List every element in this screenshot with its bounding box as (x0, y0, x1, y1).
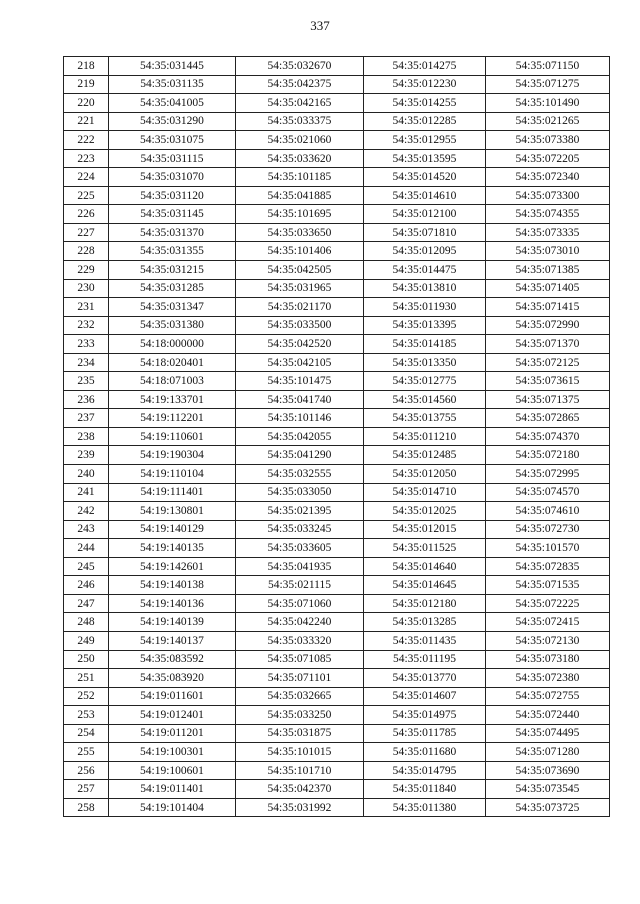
cadastral-code-cell: 54:35:072835 (486, 557, 610, 576)
cadastral-code-cell: 54:19:011201 (109, 724, 236, 743)
cadastral-code-cell: 54:35:012050 (364, 465, 486, 484)
cadastral-code-cell: 54:35:101695 (236, 205, 364, 224)
cadastral-code-cell: 54:35:101570 (486, 539, 610, 558)
cadastral-code-cell: 54:19:140129 (109, 520, 236, 539)
cadastral-code-cell: 54:35:033620 (236, 149, 364, 168)
cadastral-code-cell: 54:35:072225 (486, 594, 610, 613)
cadastral-code-cell: 54:35:012095 (364, 242, 486, 261)
cadastral-code-cell: 54:19:140136 (109, 594, 236, 613)
cadastral-code-cell: 54:35:101406 (236, 242, 364, 261)
table-row (64, 576, 610, 595)
cadastral-code-cell: 54:19:101404 (109, 798, 236, 817)
row-number-cell: 233 (64, 335, 109, 354)
cadastral-code-cell: 54:35:033250 (236, 706, 364, 725)
row-number-cell: 251 (64, 669, 109, 688)
cadastral-code-cell: 54:35:072730 (486, 520, 610, 539)
table-row (64, 168, 610, 187)
cadastral-code-cell: 54:19:142601 (109, 557, 236, 576)
row-number-cell: 224 (64, 168, 109, 187)
cadastral-code-cell: 54:35:014560 (364, 390, 486, 409)
cadastral-code-cell: 54:35:011435 (364, 631, 486, 650)
row-number-cell: 237 (64, 409, 109, 428)
row-number-cell: 246 (64, 576, 109, 595)
cadastral-code-cell: 54:35:041005 (109, 94, 236, 113)
cadastral-code-cell: 54:35:073010 (486, 242, 610, 261)
table-body (64, 57, 610, 817)
row-number-cell: 245 (64, 557, 109, 576)
cadastral-code-cell: 54:35:011930 (364, 298, 486, 317)
cadastral-code-cell: 54:35:014607 (364, 687, 486, 706)
cadastral-code-cell: 54:35:012775 (364, 372, 486, 391)
cadastral-code-cell: 54:35:014795 (364, 761, 486, 780)
table-row (64, 631, 610, 650)
table-row (64, 761, 610, 780)
row-number-cell: 253 (64, 706, 109, 725)
table-row (64, 502, 610, 521)
cadastral-code-cell: 54:35:012230 (364, 75, 486, 94)
table-row (64, 539, 610, 558)
cadastral-code-cell: 54:35:014185 (364, 335, 486, 354)
table-row (64, 465, 610, 484)
row-number-cell: 236 (64, 390, 109, 409)
cadastral-code-cell: 54:35:012015 (364, 520, 486, 539)
cadastral-code-cell: 54:18:020401 (109, 353, 236, 372)
cadastral-code-cell: 54:35:073690 (486, 761, 610, 780)
cadastral-code-cell: 54:35:032555 (236, 465, 364, 484)
row-number-cell: 240 (64, 465, 109, 484)
row-number-cell: 232 (64, 316, 109, 335)
table-row (64, 316, 610, 335)
cadastral-code-cell: 54:35:074495 (486, 724, 610, 743)
cadastral-code-cell: 54:35:073300 (486, 186, 610, 205)
table-row (64, 205, 610, 224)
cadastral-code-cell: 54:35:071280 (486, 743, 610, 762)
table-row (64, 483, 610, 502)
table-row (64, 279, 610, 298)
cadastral-code-cell: 54:35:083592 (109, 650, 236, 669)
cadastral-code-cell: 54:35:031875 (236, 724, 364, 743)
cadastral-code-cell: 54:35:071415 (486, 298, 610, 317)
cadastral-code-cell: 54:19:111401 (109, 483, 236, 502)
cadastral-code-cell: 54:35:101475 (236, 372, 364, 391)
cadastral-code-cell: 54:35:031965 (236, 279, 364, 298)
cadastral-code-cell: 54:35:072995 (486, 465, 610, 484)
cadastral-code-cell: 54:35:031120 (109, 186, 236, 205)
row-number-cell: 229 (64, 261, 109, 280)
cadastral-code-cell: 54:35:071275 (486, 75, 610, 94)
table-row (64, 131, 610, 150)
table-row (64, 390, 610, 409)
cadastral-code-cell: 54:19:133701 (109, 390, 236, 409)
cadastral-code-cell: 54:35:074570 (486, 483, 610, 502)
row-number-cell: 249 (64, 631, 109, 650)
table-row (64, 520, 610, 539)
table-row (64, 261, 610, 280)
cadastral-code-cell: 54:35:014975 (364, 706, 486, 725)
cadastral-code-cell: 54:35:041885 (236, 186, 364, 205)
row-number-cell: 225 (64, 186, 109, 205)
cadastral-code-cell: 54:35:021395 (236, 502, 364, 521)
row-number-cell: 254 (64, 724, 109, 743)
cadastral-code-cell: 54:35:072340 (486, 168, 610, 187)
cadastral-code-cell: 54:35:033245 (236, 520, 364, 539)
row-number-cell: 252 (64, 687, 109, 706)
cadastral-code-cell: 54:35:072125 (486, 353, 610, 372)
cadastral-code-cell: 54:35:021060 (236, 131, 364, 150)
cadastral-code-cell: 54:35:074370 (486, 427, 610, 446)
cadastral-code-cell: 54:35:042055 (236, 427, 364, 446)
cadastral-code-cell: 54:35:072180 (486, 446, 610, 465)
cadastral-code-cell: 54:35:021115 (236, 576, 364, 595)
cadastral-code-cell: 54:35:071405 (486, 279, 610, 298)
cadastral-code-cell: 54:35:011680 (364, 743, 486, 762)
cadastral-code-cell: 54:35:031445 (109, 57, 236, 76)
cadastral-code-cell: 54:19:140139 (109, 613, 236, 632)
row-number-cell: 235 (64, 372, 109, 391)
cadastral-code-cell: 54:19:011601 (109, 687, 236, 706)
cadastral-code-cell: 54:35:101146 (236, 409, 364, 428)
cadastral-code-cell: 54:19:110104 (109, 465, 236, 484)
row-number-cell: 220 (64, 94, 109, 113)
cadastral-code-cell: 54:35:014645 (364, 576, 486, 595)
row-number-cell: 255 (64, 743, 109, 762)
table-row (64, 242, 610, 261)
cadastral-code-cell: 54:35:011840 (364, 780, 486, 799)
cadastral-code-cell: 54:35:072865 (486, 409, 610, 428)
cadastral-code-cell: 54:35:011785 (364, 724, 486, 743)
table-row (64, 409, 610, 428)
table-row (64, 186, 610, 205)
cadastral-code-cell: 54:18:000000 (109, 335, 236, 354)
cadastral-code-cell: 54:35:073545 (486, 780, 610, 799)
cadastral-code-cell: 54:35:014255 (364, 94, 486, 113)
cadastral-code-cell: 54:35:014640 (364, 557, 486, 576)
cadastral-code-cell: 54:35:042520 (236, 335, 364, 354)
row-number-cell: 230 (64, 279, 109, 298)
table-row (64, 223, 610, 242)
cadastral-code-cell: 54:35:014275 (364, 57, 486, 76)
cadastral-code-cell: 54:35:073180 (486, 650, 610, 669)
table-row (64, 594, 610, 613)
cadastral-code-cell: 54:35:031075 (109, 131, 236, 150)
cadastral-code-cell: 54:35:012180 (364, 594, 486, 613)
row-number-cell: 221 (64, 112, 109, 131)
cadastral-code-cell: 54:35:031380 (109, 316, 236, 335)
row-number-cell: 239 (64, 446, 109, 465)
cadastral-code-cell: 54:35:031290 (109, 112, 236, 131)
row-number-cell: 256 (64, 761, 109, 780)
cadastral-code-cell: 54:35:074610 (486, 502, 610, 521)
row-number-cell: 244 (64, 539, 109, 558)
cadastral-code-cell: 54:35:033650 (236, 223, 364, 242)
cadastral-code-cell: 54:35:071370 (486, 335, 610, 354)
cadastral-code-cell: 54:35:042505 (236, 261, 364, 280)
cadastral-code-cell: 54:35:033605 (236, 539, 364, 558)
row-number-cell: 219 (64, 75, 109, 94)
cadastral-code-cell: 54:35:033375 (236, 112, 364, 131)
cadastral-code-cell: 54:35:071375 (486, 390, 610, 409)
table-row (64, 724, 610, 743)
cadastral-code-cell: 54:35:073380 (486, 131, 610, 150)
table-row (64, 650, 610, 669)
cadastral-code-cell: 54:19:190304 (109, 446, 236, 465)
cadastral-code-cell: 54:19:110601 (109, 427, 236, 446)
cadastral-code-cell: 54:35:012955 (364, 131, 486, 150)
cadastral-code-cell: 54:35:014610 (364, 186, 486, 205)
cadastral-code-cell: 54:35:012485 (364, 446, 486, 465)
cadastral-code-cell: 54:35:013350 (364, 353, 486, 372)
cadastral-code-cell: 54:35:072755 (486, 687, 610, 706)
row-number-cell: 223 (64, 149, 109, 168)
cadastral-code-cell: 54:35:071060 (236, 594, 364, 613)
cadastral-code-cell: 54:35:072990 (486, 316, 610, 335)
page-number: 337 (310, 18, 330, 33)
cadastral-code-cell: 54:35:073725 (486, 798, 610, 817)
table-row (64, 353, 610, 372)
cadastral-code-cell: 54:35:041290 (236, 446, 364, 465)
cadastral-code-cell: 54:35:013595 (364, 149, 486, 168)
cadastral-code-cell: 54:35:031215 (109, 261, 236, 280)
cadastral-code-cell: 54:35:012285 (364, 112, 486, 131)
cadastral-code-cell: 54:18:071003 (109, 372, 236, 391)
cadastral-code-cell: 54:35:033500 (236, 316, 364, 335)
cadastral-code-cell: 54:35:011195 (364, 650, 486, 669)
cadastral-code-cell: 54:35:071810 (364, 223, 486, 242)
cadastral-code-cell: 54:35:031347 (109, 298, 236, 317)
cadastral-code-cell: 54:35:101490 (486, 94, 610, 113)
table-row (64, 149, 610, 168)
table-row (64, 298, 610, 317)
cadastral-code-cell: 54:35:073335 (486, 223, 610, 242)
cadastral-code-cell: 54:35:014475 (364, 261, 486, 280)
cadastral-code-cell: 54:35:031135 (109, 75, 236, 94)
cadastral-code-cell: 54:35:032670 (236, 57, 364, 76)
row-number-cell: 227 (64, 223, 109, 242)
cadastral-code-cell: 54:35:012025 (364, 502, 486, 521)
cadastral-code-cell: 54:35:031370 (109, 223, 236, 242)
row-number-cell: 242 (64, 502, 109, 521)
cadastral-code-cell: 54:35:071535 (486, 576, 610, 595)
cadastral-code-cell: 54:35:072380 (486, 669, 610, 688)
row-number-cell: 234 (64, 353, 109, 372)
cadastral-code-cell: 54:35:033050 (236, 483, 364, 502)
table-row (64, 706, 610, 725)
cadastral-code-cell: 54:35:011525 (364, 539, 486, 558)
cadastral-code-cell: 54:35:072205 (486, 149, 610, 168)
table-row (64, 743, 610, 762)
cadastral-code-cell: 54:19:130801 (109, 502, 236, 521)
cadastral-code-cell: 54:19:012401 (109, 706, 236, 725)
table-row (64, 446, 610, 465)
cadastral-code-cell: 54:35:042105 (236, 353, 364, 372)
table-row (64, 75, 610, 94)
cadastral-code-cell: 54:35:013755 (364, 409, 486, 428)
cadastral-code-cell: 54:35:031992 (236, 798, 364, 817)
cadastral-code-cell: 54:35:031070 (109, 168, 236, 187)
row-number-cell: 247 (64, 594, 109, 613)
cadastral-code-cell: 54:19:100601 (109, 761, 236, 780)
cadastral-code-cell: 54:35:011380 (364, 798, 486, 817)
cadastral-code-cell: 54:19:140137 (109, 631, 236, 650)
cadastral-code-cell: 54:35:021265 (486, 112, 610, 131)
table-row (64, 798, 610, 817)
row-number-cell: 231 (64, 298, 109, 317)
row-number-cell: 238 (64, 427, 109, 446)
cadastral-code-cell: 54:35:101710 (236, 761, 364, 780)
cadastral-code-cell: 54:35:071150 (486, 57, 610, 76)
cadastral-code-cell: 54:35:071385 (486, 261, 610, 280)
table-row (64, 335, 610, 354)
cadastral-code-cell: 54:35:013810 (364, 279, 486, 298)
table-row (64, 112, 610, 131)
cadastral-code-cell: 54:35:072130 (486, 631, 610, 650)
cadastral-code-cell: 54:35:041935 (236, 557, 364, 576)
cadastral-code-cell: 54:35:041740 (236, 390, 364, 409)
cadastral-code-cell: 54:35:014520 (364, 168, 486, 187)
table-row (64, 557, 610, 576)
cadastral-code-cell: 54:35:072440 (486, 706, 610, 725)
table-row (64, 780, 610, 799)
cadastral-code-cell: 54:35:074355 (486, 205, 610, 224)
cadastral-code-cell: 54:35:042370 (236, 780, 364, 799)
row-number-cell: 248 (64, 613, 109, 632)
cadastral-table (63, 56, 610, 817)
cadastral-code-cell: 54:35:031115 (109, 149, 236, 168)
cadastral-code-cell: 54:35:014710 (364, 483, 486, 502)
cadastral-code-cell: 54:19:100301 (109, 743, 236, 762)
cadastral-code-cell: 54:35:083920 (109, 669, 236, 688)
row-number-cell: 222 (64, 131, 109, 150)
cadastral-code-cell: 54:35:073615 (486, 372, 610, 391)
cadastral-code-cell: 54:19:140138 (109, 576, 236, 595)
row-number-cell: 243 (64, 520, 109, 539)
cadastral-code-cell: 54:35:042240 (236, 613, 364, 632)
cadastral-code-cell: 54:35:071085 (236, 650, 364, 669)
table-row (64, 57, 610, 76)
cadastral-code-cell: 54:35:031355 (109, 242, 236, 261)
table-row (64, 94, 610, 113)
table-row (64, 427, 610, 446)
cadastral-code-cell: 54:35:031145 (109, 205, 236, 224)
cadastral-code-cell: 54:35:101185 (236, 168, 364, 187)
cadastral-code-cell: 54:35:031285 (109, 279, 236, 298)
row-number-cell: 257 (64, 780, 109, 799)
cadastral-code-cell: 54:35:071101 (236, 669, 364, 688)
row-number-cell: 218 (64, 57, 109, 76)
cadastral-code-cell: 54:35:101015 (236, 743, 364, 762)
table-row (64, 687, 610, 706)
cadastral-code-cell: 54:35:072415 (486, 613, 610, 632)
cadastral-code-cell: 54:35:033320 (236, 631, 364, 650)
row-number-cell: 250 (64, 650, 109, 669)
cadastral-code-cell: 54:35:032665 (236, 687, 364, 706)
table-row (64, 669, 610, 688)
cadastral-code-cell: 54:19:140135 (109, 539, 236, 558)
row-number-cell: 226 (64, 205, 109, 224)
cadastral-code-cell: 54:35:013285 (364, 613, 486, 632)
row-number-cell: 258 (64, 798, 109, 817)
table-row (64, 613, 610, 632)
cadastral-code-cell: 54:19:112201 (109, 409, 236, 428)
cadastral-code-cell: 54:35:011210 (364, 427, 486, 446)
cadastral-code-cell: 54:35:013395 (364, 316, 486, 335)
cadastral-code-cell: 54:35:042165 (236, 94, 364, 113)
cadastral-code-cell: 54:35:013770 (364, 669, 486, 688)
cadastral-code-cell: 54:35:021170 (236, 298, 364, 317)
cadastral-code-cell: 54:19:011401 (109, 780, 236, 799)
row-number-cell: 241 (64, 483, 109, 502)
table-row (64, 372, 610, 391)
cadastral-code-cell: 54:35:012100 (364, 205, 486, 224)
cadastral-code-cell: 54:35:042375 (236, 75, 364, 94)
row-number-cell: 228 (64, 242, 109, 261)
